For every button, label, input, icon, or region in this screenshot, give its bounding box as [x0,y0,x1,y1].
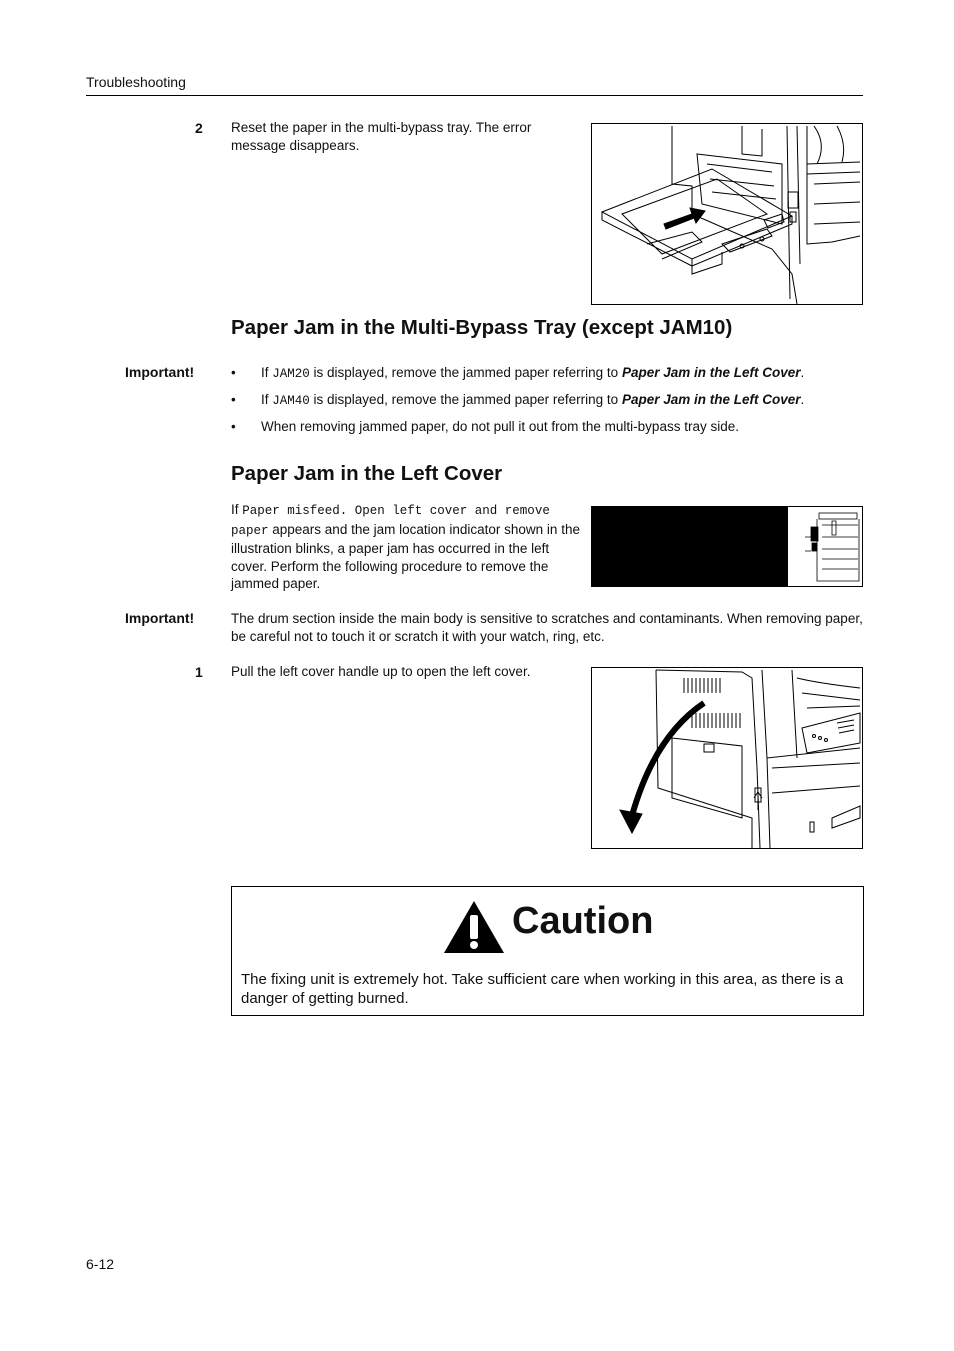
copier-diagram-icon [792,507,862,586]
bypass-tray-illustration [591,123,863,305]
cross-reference: Paper Jam in the Left Cover [621,365,801,380]
step-number-1: 1 [195,664,203,680]
step-1-text: Pull the left cover handle up to open the left cover. [231,664,531,679]
bullet-icon: • [231,419,236,434]
bullet-icon: • [231,392,236,407]
cross-reference: Paper Jam in the Left Cover [621,392,801,407]
page-number: 6-12 [86,1256,115,1272]
left-cover-intro: If Paper misfeed. Open left cover and remove paper appears and the jam location indicator shown in the illustration blinks, a paper jam has occurred in the left cover. Perform the following procedure to remove the jammed paper. [231,502,580,591]
error-code: JAM40 [272,394,310,408]
section-title-bypass: Paper Jam in the Multi-Bypass Tray (except JAM10) [231,316,733,339]
display-panel [592,507,788,586]
running-header: Troubleshooting [86,74,186,90]
caution-title: Caution [512,900,654,942]
jam-indicator-display [591,506,863,587]
bullet-icon: • [231,365,236,380]
step-number-2: 2 [195,120,203,136]
header-rule [86,95,863,96]
step-2-text: Reset the paper in the multi-bypass tray. The error message disappears. [231,120,532,153]
important-label-left-cover: Important! [125,610,195,626]
left-cover-important-text: The drum section inside the main body is sensitive to scratches and contaminants. When removing paper, be careful not to touch it or scratch it with your watch, ring, etc. [231,611,863,644]
important-label-bypass: Important! [125,364,195,380]
caution-box [231,886,864,1016]
section-title-left-cover: Paper Jam in the Left Cover [231,462,503,485]
error-code: JAM20 [272,367,310,381]
caution-text: The fixing unit is extremely hot. Take sufficient care when working in this area, as there is a danger of getting burned. [241,971,844,1007]
display-message: Paper misfeed. Open left cover and remove paper [231,504,550,538]
warning-triangle-icon [442,899,506,955]
left-cover-illustration [591,667,863,849]
